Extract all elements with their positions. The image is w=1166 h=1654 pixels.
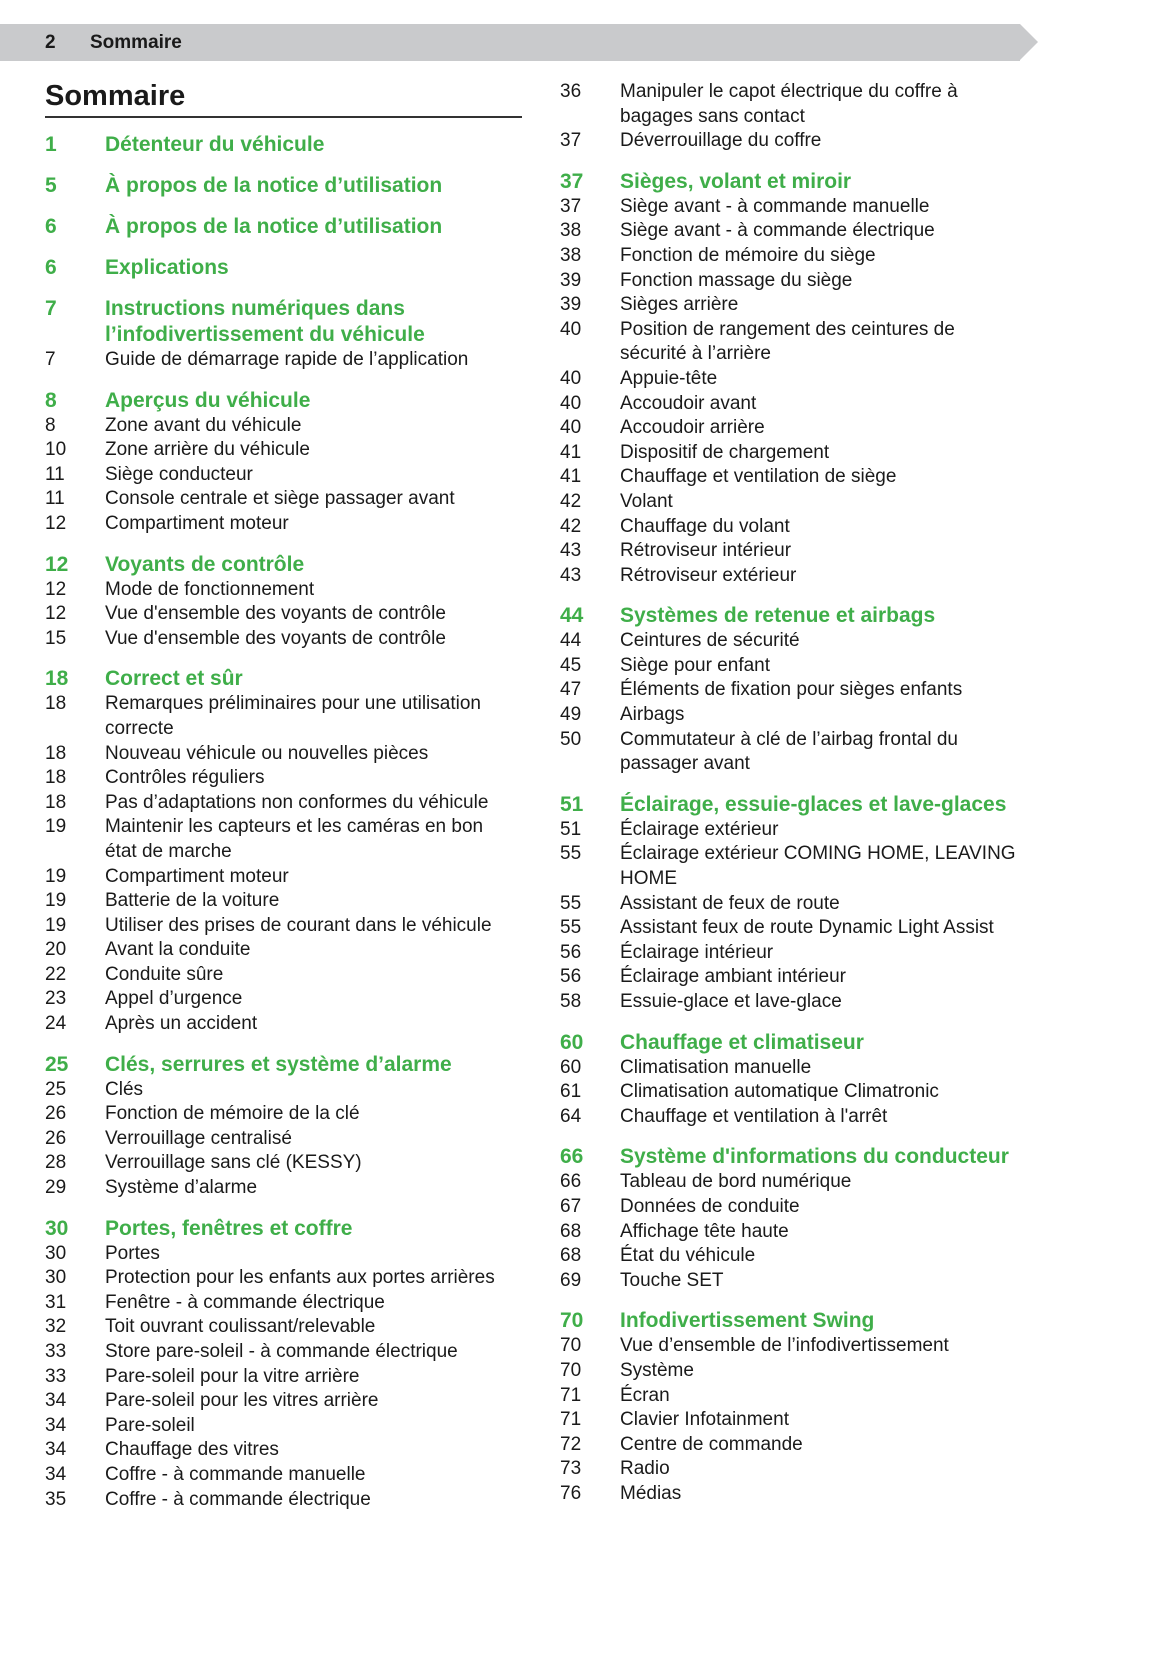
toc-left-column: [45, 117, 525, 1512]
toc-entry-title: Verrouillage centralisé: [105, 1127, 292, 1149]
toc-entry-title: Tableau de bord numérique: [620, 1171, 852, 1193]
toc-entry-title: Éléments de fixation pour sièges enfants: [620, 679, 963, 701]
toc-page-number: 25: [45, 1078, 67, 1100]
toc-entry-title: Store pare-soleil - à commande électrique: [105, 1341, 458, 1362]
toc-page-number: 40: [560, 318, 582, 340]
toc-entry-title: Mode de fonctionnement: [105, 578, 315, 600]
toc-entry-title: Éclairage extérieur: [620, 818, 779, 840]
toc-page-number: 33: [45, 1341, 67, 1362]
toc-entry[interactable]: [45, 963, 525, 988]
toc-entry[interactable]: [560, 219, 1060, 244]
toc-entry[interactable]: [560, 80, 1060, 129]
toc-entry[interactable]: [45, 1438, 525, 1463]
toc-entry-title: Maintenir les capteurs et les caméras en bon état de marche: [105, 816, 484, 862]
toc-page-number: 55: [560, 892, 582, 914]
toc-page-number: 7: [45, 297, 57, 320]
toc-entry-title: Pare-soleil: [105, 1414, 195, 1436]
toc-entry[interactable]: [560, 965, 1060, 990]
toc-entry-title: Explications: [105, 256, 229, 279]
toc-entry[interactable]: [560, 1080, 1060, 1105]
toc-entry[interactable]: [45, 602, 525, 627]
toc-page-number: 60: [560, 1056, 582, 1078]
toc-entry-title: Portes: [105, 1242, 160, 1264]
toc-entry-title: Guide de démarrage rapide de l’application: [105, 349, 469, 370]
toc-entry-title: Fenêtre - à commande électrique: [105, 1291, 385, 1313]
toc-entry[interactable]: [45, 766, 525, 791]
toc-page-number: 40: [560, 417, 582, 439]
toc-entry-title: Utiliser des prises de courant dans le véhicule: [105, 914, 492, 936]
toc-page-number: 19: [45, 890, 67, 912]
toc-entry-title: Écran: [620, 1384, 670, 1406]
toc-entry-title: Chauffage des vitres: [105, 1439, 279, 1461]
toc-entry-title: Données de conduite: [620, 1195, 800, 1217]
toc-entry-title: Toit ouvrant coulissant/relevable: [105, 1316, 376, 1338]
toc-section-heading[interactable]: [45, 296, 525, 348]
toc-entry-title: Systèmes de retenue et airbags: [620, 604, 936, 628]
toc-page-number: 50: [560, 728, 582, 750]
toc-entry-title: Fonction massage du siège: [620, 269, 853, 291]
toc-entry-title: Airbags: [620, 704, 685, 726]
toc-entry[interactable]: [560, 1269, 1060, 1294]
toc-entry-title: Éclairage intérieur: [620, 941, 774, 963]
toc-entry[interactable]: [560, 1482, 1060, 1507]
toc-page-number: 30: [45, 1242, 67, 1264]
toc-page-number: 66: [560, 1171, 582, 1193]
toc-entry[interactable]: [560, 941, 1060, 966]
toc-entry-title: Siège avant - à commande manuelle: [620, 195, 930, 217]
toc-page-number: 11: [45, 463, 65, 485]
toc-entry[interactable]: [560, 490, 1060, 515]
page-number: 2: [45, 32, 56, 53]
toc-entry-title: Affichage tête haute: [620, 1220, 789, 1242]
toc-entry-title: Conduite sûre: [105, 963, 224, 985]
toc-entry-title: Vue d'ensemble des voyants de contrôle: [105, 627, 446, 649]
toc-entry[interactable]: [45, 815, 525, 864]
toc-page-number: 70: [560, 1309, 584, 1333]
toc-entry-title: Fonction de mémoire de la clé: [105, 1103, 360, 1125]
toc-entry-title: Dispositif de chargement: [620, 441, 830, 463]
toc-entry-title: Vue d'ensemble des voyants de contrôle: [105, 603, 446, 625]
toc-entry-title: Détenteur du véhicule: [105, 133, 325, 156]
toc-section-heading[interactable]: [560, 792, 1060, 818]
toc-entry-title: Verrouillage sans clé (KESSY): [105, 1152, 362, 1174]
toc-entry-title: Système: [620, 1359, 694, 1381]
toc-entry-title: Position de rangement des ceintures de sécurité à l’arrière: [620, 318, 955, 365]
toc-entry-title: Pas d’adaptations non conformes du véhicule: [105, 791, 489, 813]
toc-page-number: 72: [560, 1433, 582, 1455]
toc-page-number: 55: [560, 843, 582, 865]
toc-entry[interactable]: [560, 1170, 1060, 1195]
toc-right-column: [560, 80, 1060, 1507]
toc-entry[interactable]: [45, 627, 525, 652]
toc-entry[interactable]: [560, 1359, 1060, 1384]
toc-section-heading[interactable]: [45, 255, 525, 281]
toc-page-number: 18: [45, 767, 67, 789]
toc-page-number: 31: [45, 1291, 67, 1313]
toc-entry-title: Siège conducteur: [105, 463, 253, 485]
toc-entry-title: Climatisation automatique Climatronic: [620, 1081, 939, 1103]
toc-page-number: 44: [560, 604, 584, 628]
toc-entry-title: Éclairage, essuie-glaces et lave-glaces: [620, 792, 1007, 816]
toc-entry-title: Compartiment moteur: [105, 512, 289, 534]
toc-entry-title: Batterie de la voiture: [105, 890, 280, 912]
toc-page-number: 51: [560, 818, 582, 840]
toc-page-number: 43: [560, 564, 582, 586]
toc-entry[interactable]: [560, 1408, 1060, 1433]
toc-page-number: 12: [45, 603, 67, 625]
toc-entry-title: Aperçus du véhicule: [105, 388, 311, 412]
toc-entry-title: Protection pour les enfants aux portes arrières: [105, 1267, 495, 1289]
toc-page-number: 33: [45, 1365, 67, 1387]
toc-entry-title: Chauffage et climatiseur: [620, 1030, 864, 1054]
toc-entry-title: Accoudoir avant: [620, 392, 757, 414]
toc-entry-title: Chauffage et ventilation à l'arrêt: [620, 1105, 888, 1127]
toc-section-heading[interactable]: [45, 214, 525, 240]
toc-page-number: 41: [560, 441, 582, 463]
toc-entry-title: Correct et sûr: [105, 667, 243, 691]
toc-entry-title: Pare-soleil pour les vitres arrière: [105, 1390, 379, 1412]
toc-entry-title: Éclairage extérieur COMING HOME, LEAVING HOME: [620, 843, 1016, 890]
toc-page-number: 23: [45, 988, 67, 1010]
toc-page-number: 73: [560, 1458, 582, 1480]
toc-page-number: 15: [45, 627, 67, 649]
toc-entry-title: Clés: [105, 1078, 144, 1100]
toc-entry[interactable]: [45, 1315, 525, 1340]
toc-page-number: 68: [560, 1220, 582, 1242]
toc-page-number: 8: [45, 388, 57, 412]
toc-page-number: 60: [560, 1030, 584, 1054]
toc-entry-title: Siège pour enfant: [620, 654, 771, 676]
toc-entry[interactable]: [45, 1242, 525, 1267]
toc-page-number: 58: [560, 991, 582, 1012]
toc-entry-title: Médias: [620, 1482, 682, 1504]
toc-page-number: 47: [560, 679, 582, 701]
toc-entry[interactable]: [45, 1102, 525, 1127]
toc-section-heading[interactable]: [45, 1052, 525, 1078]
toc-page-number: 42: [560, 490, 582, 512]
toc-entry[interactable]: [560, 842, 1060, 891]
toc-page-number: 24: [45, 1013, 67, 1035]
toc-page-number: 56: [560, 941, 582, 963]
toc-entry[interactable]: [560, 892, 1060, 917]
toc-page-number: 32: [45, 1316, 67, 1338]
toc-entry-title: Remarques préliminaires pour une utilisation correcte: [105, 693, 481, 739]
toc-page-number: 36: [560, 81, 582, 102]
toc-entry-title: Sièges, volant et miroir: [620, 169, 852, 193]
toc-entry[interactable]: [45, 438, 525, 463]
toc-entry-title: Système d'informations du conducteur: [620, 1145, 1009, 1169]
toc-entry[interactable]: [45, 1151, 525, 1176]
toc-entry-title: Fonction de mémoire du siège: [620, 244, 876, 266]
toc-entry[interactable]: [45, 692, 525, 741]
toc-entry-title: Instructions numériques dans l’infodivertissement du véhicule: [105, 297, 425, 346]
toc-section-heading[interactable]: [45, 173, 525, 199]
toc-page-number: 34: [45, 1414, 67, 1436]
toc-entry[interactable]: [560, 515, 1060, 540]
toc-page-number: 18: [45, 693, 67, 715]
toc-entry[interactable]: [560, 293, 1060, 318]
toc-entry[interactable]: [560, 629, 1060, 654]
toc-entry[interactable]: [45, 791, 525, 816]
toc-entry-title: Touche SET: [620, 1269, 724, 1291]
toc-entry-title: Volant: [620, 490, 673, 512]
toc-entry[interactable]: [560, 818, 1060, 843]
toc-page-number: 12: [45, 552, 69, 576]
toc-entry[interactable]: [45, 1266, 525, 1291]
toc-page-number: 45: [560, 654, 582, 676]
toc-entry[interactable]: [560, 465, 1060, 490]
toc-entry-title: Contrôles réguliers: [105, 767, 265, 789]
toc-entry[interactable]: [560, 1105, 1060, 1130]
toc-page-number: 35: [45, 1488, 67, 1510]
toc-entry[interactable]: [560, 441, 1060, 466]
toc-entry-title: Chauffage et ventilation de siège: [620, 466, 897, 488]
toc-entry-title: Rétroviseur extérieur: [620, 564, 797, 586]
toc-entry[interactable]: [45, 512, 525, 537]
toc-entry[interactable]: [45, 1463, 525, 1488]
toc-entry-title: Sièges arrière: [620, 294, 739, 316]
toc-section-heading[interactable]: [560, 169, 1060, 195]
toc-page-number: 34: [45, 1390, 67, 1412]
toc-page-number: 70: [560, 1359, 582, 1381]
toc-entry[interactable]: [560, 416, 1060, 441]
toc-entry-title: Climatisation manuelle: [620, 1056, 812, 1078]
toc-entry-title: Radio: [620, 1458, 670, 1480]
toc-entry[interactable]: [560, 1220, 1060, 1245]
toc-page-number: 1: [45, 133, 57, 156]
toc-page-number: 40: [560, 392, 582, 414]
toc-entry[interactable]: [45, 1012, 525, 1037]
toc-entry[interactable]: [560, 195, 1060, 220]
toc-page-number: 29: [45, 1177, 67, 1199]
toc-page-number: 55: [560, 917, 582, 939]
toc-entry-title: Console centrale et siège passager avant: [105, 488, 455, 510]
toc-page-number: 61: [560, 1081, 582, 1103]
toc-entry[interactable]: [560, 1195, 1060, 1220]
toc-entry-title: Portes, fenêtres et coffre: [105, 1216, 353, 1240]
toc-page-number: 18: [45, 742, 67, 764]
toc-entry-title: Avant la conduite: [105, 939, 251, 961]
page-title: Sommaire: [45, 80, 186, 112]
toc-page-number: 18: [45, 667, 69, 691]
toc-entry-title: Infodivertissement Swing: [620, 1309, 875, 1333]
toc-page-number: 28: [45, 1152, 67, 1174]
toc-entry-title: Assistant feux de route Dynamic Light Assist: [620, 917, 994, 939]
toc-section-heading[interactable]: [560, 603, 1060, 629]
toc-page-number: 5: [45, 174, 57, 197]
toc-page-number: 8: [45, 414, 56, 436]
toc-entry-title: Chauffage du volant: [620, 515, 790, 537]
toc-entry-title: Compartiment moteur: [105, 865, 289, 887]
toc-entry[interactable]: [560, 539, 1060, 564]
toc-page-number: 71: [560, 1384, 582, 1406]
toc-entry[interactable]: [45, 1078, 525, 1103]
toc-entry[interactable]: [45, 865, 525, 890]
toc-entry[interactable]: [560, 728, 1060, 777]
toc-page-number: 39: [560, 269, 582, 291]
toc-entry[interactable]: [560, 129, 1060, 154]
toc-page-number: 19: [45, 865, 67, 887]
running-header-title: Sommaire: [90, 32, 182, 53]
toc-page-number: 30: [45, 1216, 69, 1240]
toc-entry[interactable]: [45, 1340, 525, 1365]
toc-page-number: 42: [560, 515, 582, 537]
toc-entry[interactable]: [560, 367, 1060, 392]
toc-entry-title: Essuie-glace et lave-glace: [620, 991, 842, 1012]
toc-page-number: 30: [45, 1267, 67, 1289]
toc-entry[interactable]: [560, 244, 1060, 269]
toc-section-heading[interactable]: [45, 388, 525, 414]
toc-entry[interactable]: [45, 1176, 525, 1201]
toc-entry[interactable]: [560, 654, 1060, 679]
toc-page-number: 37: [560, 195, 582, 217]
toc-page-number: 71: [560, 1409, 582, 1431]
toc-entry-title: Éclairage ambiant intérieur: [620, 966, 847, 988]
toc-entry[interactable]: [45, 1127, 525, 1152]
toc-page-number: 37: [560, 169, 584, 193]
toc-page-number: 76: [560, 1482, 582, 1504]
toc-entry[interactable]: [560, 564, 1060, 589]
toc-page-number: 43: [560, 540, 582, 562]
toc-entry[interactable]: [560, 1244, 1060, 1269]
toc-section-heading[interactable]: [45, 666, 525, 692]
toc-entry-title: État du véhicule: [620, 1245, 756, 1267]
toc-entry[interactable]: [45, 742, 525, 767]
toc-entry[interactable]: [560, 1384, 1060, 1409]
toc-page-number: 66: [560, 1145, 584, 1169]
toc-entry-title: Assistant de feux de route: [620, 892, 840, 914]
toc-entry[interactable]: [560, 678, 1060, 703]
toc-entry-title: Ceintures de sécurité: [620, 630, 800, 652]
toc-entry-title: Siège avant - à commande électrique: [620, 220, 935, 242]
toc-entry-title: À propos de la notice d’utilisation: [105, 215, 443, 238]
toc-entry[interactable]: [560, 916, 1060, 941]
toc-page-number: 18: [45, 791, 67, 813]
toc-entry-title: Zone avant du véhicule: [105, 414, 302, 436]
toc-entry-title: Zone arrière du véhicule: [105, 439, 310, 461]
toc-page-number: 40: [560, 367, 582, 389]
toc-page-number: 25: [45, 1052, 69, 1076]
toc-page-number: 34: [45, 1463, 67, 1485]
toc-page-number: 49: [560, 704, 582, 726]
toc-entry[interactable]: [45, 1291, 525, 1316]
toc-entry-title: Après un accident: [105, 1013, 258, 1035]
toc-section-heading[interactable]: [45, 132, 525, 158]
toc-page-number: 44: [560, 630, 582, 652]
toc-page-number: 22: [45, 963, 67, 985]
toc-entry[interactable]: [560, 269, 1060, 294]
toc-page-number: 38: [560, 244, 582, 266]
toc-page-number: 6: [45, 256, 57, 279]
toc-page-number: 68: [560, 1245, 582, 1267]
toc-entry[interactable]: [560, 703, 1060, 728]
toc-entry-title: À propos de la notice d’utilisation: [105, 174, 443, 197]
toc-page-number: 19: [45, 816, 67, 838]
toc-entry-title: Système d’alarme: [105, 1177, 258, 1199]
toc-section-heading[interactable]: [560, 1308, 1060, 1334]
toc-page-number: 12: [45, 512, 67, 534]
toc-entry-title: Rétroviseur intérieur: [620, 540, 792, 562]
toc-entry[interactable]: [560, 1056, 1060, 1081]
toc-entry[interactable]: [560, 392, 1060, 417]
toc-entry[interactable]: [560, 318, 1060, 367]
toc-page-number: 12: [45, 578, 67, 600]
toc-entry-title: Déverrouillage du coffre: [620, 130, 822, 152]
toc-page-number: 64: [560, 1105, 582, 1127]
toc-entry[interactable]: [45, 463, 525, 488]
toc-page-number: 19: [45, 914, 67, 936]
toc-page-number: 38: [560, 220, 582, 242]
toc-page-number: 10: [45, 439, 67, 461]
toc-page-number: 34: [45, 1439, 67, 1461]
toc-entry[interactable]: [45, 914, 525, 939]
toc-entry[interactable]: [45, 889, 525, 914]
toc-entry[interactable]: [45, 1414, 525, 1439]
toc-entry-title: Centre de commande: [620, 1433, 803, 1455]
toc-page-number: 26: [45, 1103, 67, 1125]
toc-section-heading[interactable]: [560, 1030, 1060, 1056]
toc-page-number: 20: [45, 939, 67, 961]
toc-entry[interactable]: [45, 348, 525, 373]
running-header: [0, 24, 1020, 61]
toc-page-number: 51: [560, 792, 584, 816]
toc-entry-title: Clés, serrures et système d’alarme: [105, 1052, 452, 1076]
toc-page-number: 37: [560, 130, 582, 152]
toc-entry[interactable]: [45, 578, 525, 603]
toc-entry[interactable]: [45, 938, 525, 963]
toc-page-number: 26: [45, 1127, 67, 1149]
toc-entry-title: Appel d’urgence: [105, 988, 243, 1010]
toc-entry-title: Nouveau véhicule ou nouvelles pièces: [105, 742, 429, 764]
toc-entry-title: Accoudoir arrière: [620, 417, 765, 439]
toc-entry-title: Coffre - à commande manuelle: [105, 1463, 366, 1485]
toc-section-heading[interactable]: [560, 1144, 1060, 1170]
toc-entry-title: Voyants de contrôle: [105, 552, 305, 576]
toc-entry-title: Commutateur à clé de l’airbag frontal du passager avant: [620, 728, 958, 775]
toc-entry[interactable]: [45, 1488, 525, 1513]
toc-entry[interactable]: [45, 987, 525, 1012]
toc-page-number: 6: [45, 215, 57, 238]
toc-entry[interactable]: [560, 1457, 1060, 1482]
toc-page-number: 39: [560, 294, 582, 316]
toc-page-number: 56: [560, 966, 582, 988]
toc-section-heading[interactable]: [45, 1216, 525, 1242]
toc-entry-title: Appuie-tête: [620, 367, 718, 389]
toc-entry-title: Vue d’ensemble de l’infodivertissement: [620, 1335, 949, 1357]
toc-entry[interactable]: [45, 1389, 525, 1414]
toc-entry-title: Clavier Infotainment: [620, 1409, 789, 1431]
toc-entry[interactable]: [560, 990, 1060, 1015]
toc-entry[interactable]: [45, 487, 525, 512]
toc-page-number: 70: [560, 1335, 582, 1357]
toc-entry-title: Coffre - à commande électrique: [105, 1488, 371, 1510]
toc-entry[interactable]: [560, 1433, 1060, 1458]
toc-page-number: 41: [560, 466, 582, 488]
toc-entry[interactable]: [45, 1365, 525, 1390]
toc-entry-title: Manipuler le capot électrique du coffre à bagages sans contact: [620, 81, 958, 127]
toc-section-heading[interactable]: [45, 552, 525, 578]
toc-entry-title: Pare-soleil pour la vitre arrière: [105, 1365, 360, 1387]
toc-entry[interactable]: [560, 1334, 1060, 1359]
toc-page-number: 67: [560, 1195, 582, 1217]
toc-entry[interactable]: [45, 414, 525, 439]
toc-page-number: 11: [45, 488, 65, 510]
toc-page-number: 69: [560, 1269, 582, 1291]
toc-page-number: 7: [45, 349, 56, 370]
